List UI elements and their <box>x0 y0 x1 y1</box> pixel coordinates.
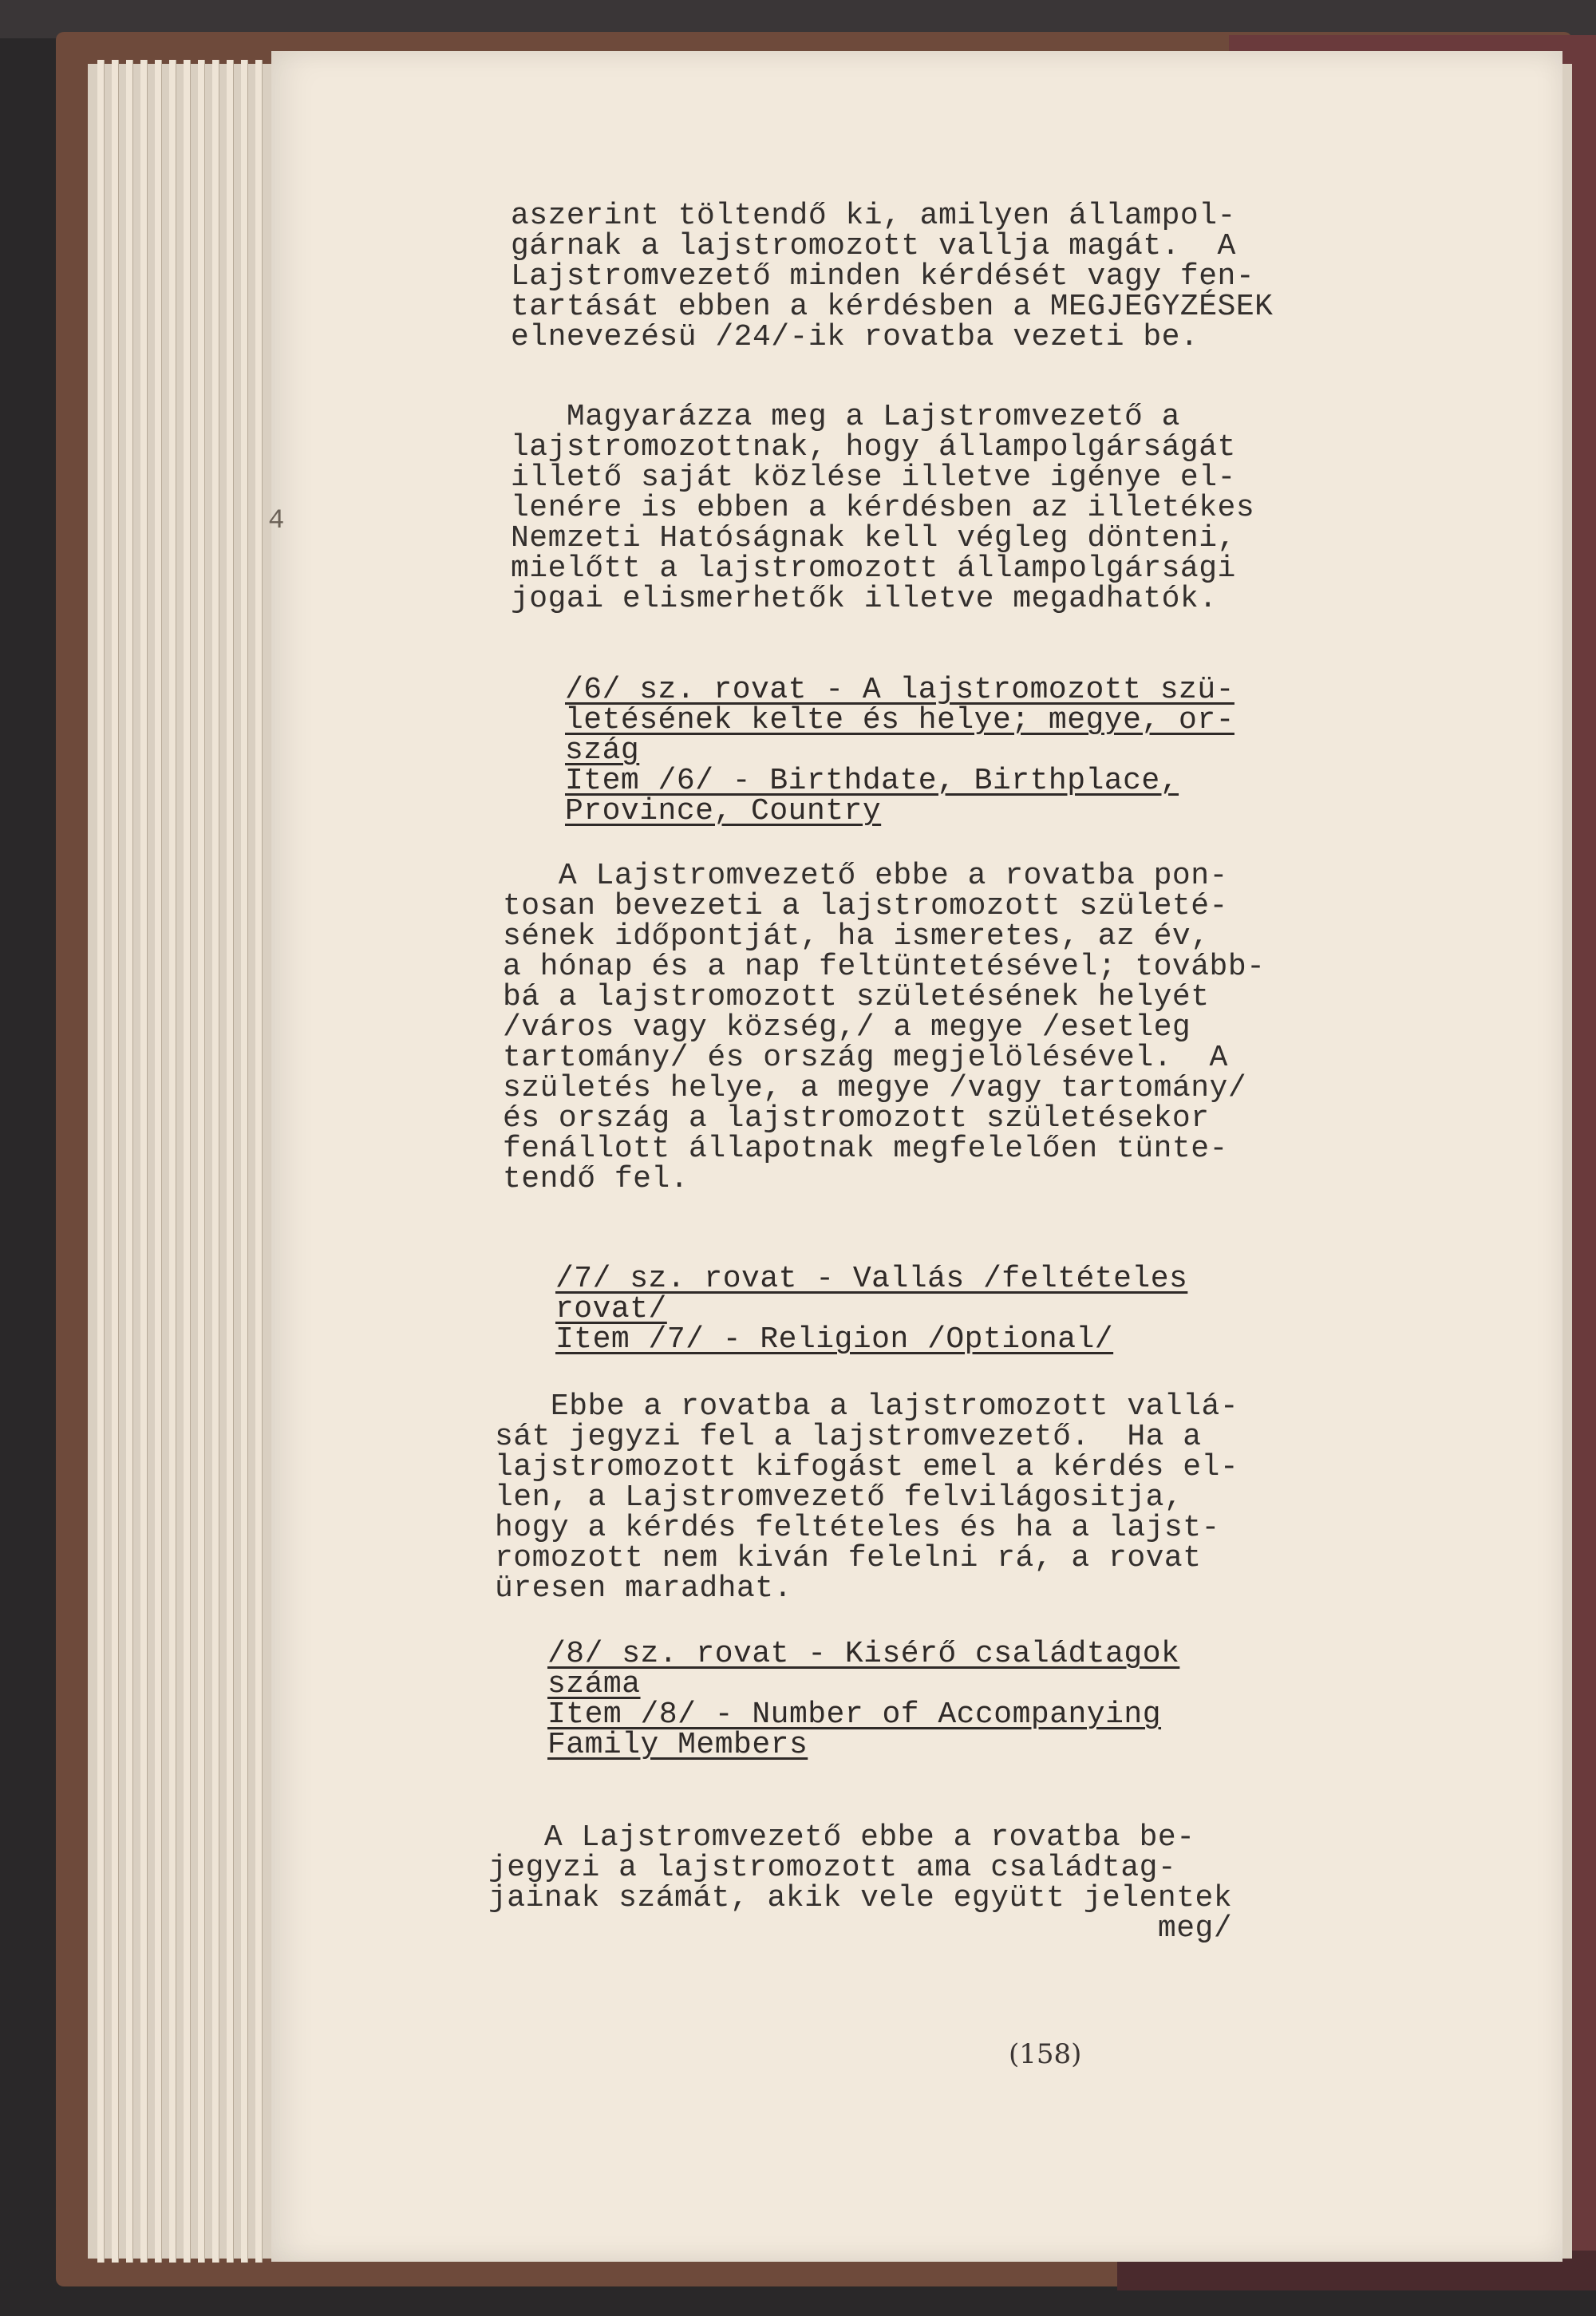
section-heading-7 <box>555 1264 1187 1355</box>
text-line: bá a lajstromozott születésének helyét <box>503 980 1210 1014</box>
book-page <box>268 51 1562 2262</box>
text-line: A Lajstromvezető ebbe a rovatba be- <box>488 1820 1195 1855</box>
text-line: a hónap és a nap feltüntetésével; tovább- <box>503 950 1266 984</box>
page-edge <box>112 60 119 2263</box>
text-line: elnevezésü /24/-ik rovatba vezeti be. <box>511 320 1199 354</box>
text-line: tendő fel. <box>503 1162 689 1196</box>
text-line: Ebbe a rovatba a lajstromozott vallá- <box>495 1389 1239 1424</box>
text-line: /város vagy község,/ a megye /esetleg <box>503 1010 1191 1045</box>
text-line: aszerint töltendő ki, amilyen állampol- <box>511 199 1236 233</box>
page-edge <box>241 60 248 2263</box>
page-edge <box>227 60 234 2263</box>
page-edge <box>198 60 205 2263</box>
text-line: születés helye, a megye /vagy tartomány/ <box>503 1071 1247 1105</box>
text-line: tosan bevezeti a lajstromozott születé- <box>503 889 1228 923</box>
heading-line: /7/ sz. rovat - Vallás /feltételes <box>555 1262 1188 1296</box>
page-edge <box>140 60 148 2263</box>
heading-line: letésének kelte és helye; megye, or- <box>565 703 1235 737</box>
text-line: üresen maradhat. <box>495 1571 792 1606</box>
text-line: jegyzi a lajstromozott ama családtag- <box>488 1851 1177 1885</box>
margin-mark: 4 <box>268 506 285 536</box>
text-line: tartomány/ és ország megjelölésével. A <box>503 1041 1228 1075</box>
heading-line: Item /6/ - Birthdate, Birthplace, <box>565 764 1179 798</box>
text-line: fenállott állapotnak megfelelően tünte- <box>503 1132 1228 1166</box>
text-line: tartását ebben a kérdésben a MEGJEGYZÉSEK <box>511 290 1274 324</box>
section-heading-8 <box>547 1639 1179 1761</box>
text-line: lajstromozott kifogást emel a kérdés el- <box>495 1450 1239 1484</box>
heading-line: szág <box>565 733 640 768</box>
text-line: Lajstromvezető minden kérdését vagy fen- <box>511 259 1255 294</box>
text-line: jainak számát, akik vele együtt jelentek <box>488 1881 1233 1915</box>
page-edge <box>212 60 219 2263</box>
heading-line: Family Members <box>547 1728 808 1762</box>
page-edge <box>97 60 105 2263</box>
paragraph-family-members <box>488 1820 1233 1946</box>
heading-line: /8/ sz. rovat - Kisérő családtagok <box>547 1637 1180 1671</box>
page-edge <box>169 60 176 2263</box>
heading-line: Item /8/ - Number of Accompanying <box>547 1697 1162 1732</box>
text-line: illető saját közlése illetve igénye el- <box>511 460 1236 495</box>
text-line: mielőtt a lajstromozott állampolgársági <box>511 551 1236 586</box>
text-line: romozott nem kiván felelni rá, a rovat <box>495 1541 1202 1575</box>
text-line: gárnak a lajstromozott vallja magát. A <box>511 229 1236 263</box>
page-edge <box>126 60 133 2263</box>
heading-line: rovat/ <box>555 1292 667 1326</box>
heading-line: /6/ sz. rovat - A lajstromozott szü- <box>565 673 1235 707</box>
text-line: A Lajstromvezető ebbe a rovatba pon- <box>503 859 1228 893</box>
text-line: lenére is ebben a kérdésben az illetékes <box>511 491 1255 525</box>
paragraph-citizenship <box>511 201 1273 353</box>
heading-line: száma <box>547 1667 641 1701</box>
text-line: hogy a kérdés feltételes és ha a lajst- <box>495 1511 1220 1545</box>
text-line: jogai elismerhetők illetve megadhatók. <box>511 582 1218 616</box>
paragraph-birthdate <box>503 861 1265 1195</box>
heading-line: Item /7/ - Religion /Optional/ <box>555 1322 1114 1357</box>
page-number: (158) <box>1009 2038 1082 2070</box>
text-line: meg/ <box>488 1911 1233 1946</box>
text-line: len, a Lajstromvezető felvilágositja, <box>495 1480 1183 1515</box>
text-line: Magyarázza meg a Lajstromvezető a <box>511 400 1180 434</box>
heading-line: Province, Country <box>565 794 882 828</box>
page-edge <box>255 60 263 2263</box>
paragraph-explanation <box>511 402 1254 615</box>
page-edge <box>184 60 191 2263</box>
text-line: Nemzeti Hatóságnak kell végleg dönteni, <box>511 521 1236 555</box>
paragraph-religion <box>495 1389 1239 1606</box>
section-heading-6 <box>565 675 1235 827</box>
text-line: lajstromozottnak, hogy állampolgárságát <box>511 430 1236 464</box>
text-line: sát jegyzi fel a lajstromvezető. Ha a <box>495 1420 1202 1454</box>
page-edge <box>155 60 162 2263</box>
text-line: sének időpontját, ha ismeretes, az év, <box>503 919 1210 954</box>
text-line: és ország a lajstromozott születésekor <box>503 1101 1210 1136</box>
